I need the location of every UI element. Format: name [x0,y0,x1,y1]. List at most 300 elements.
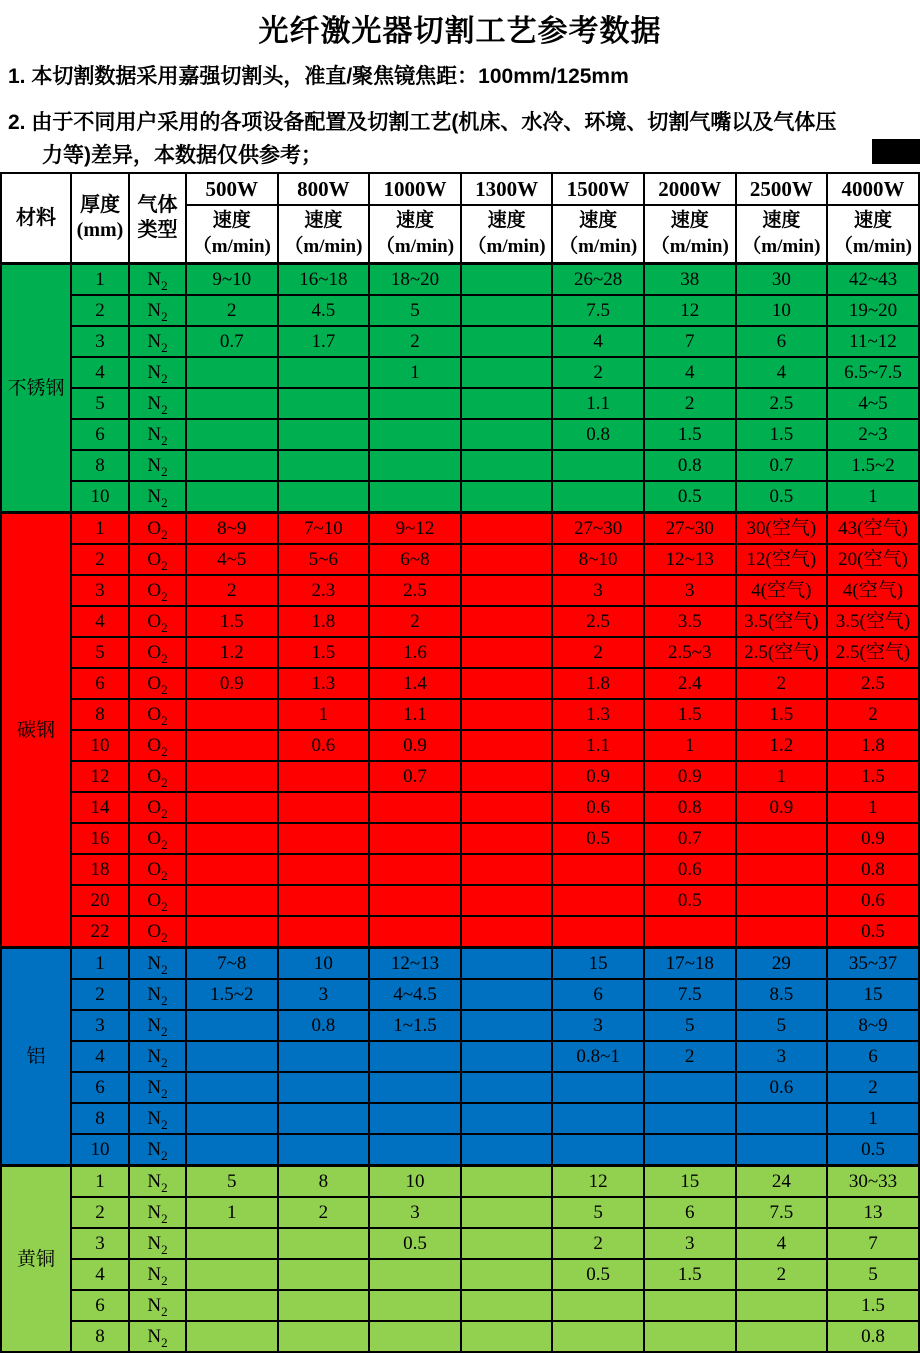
speed-cell: 1.8 [552,668,644,699]
speed-cell: 0.9 [552,761,644,792]
speed-cell: 1.5~2 [186,979,278,1010]
speed-cell: 5 [552,1197,644,1228]
speed-cell [186,357,278,388]
speed-cell: 1.2 [186,637,278,668]
gas-cell: $O_2$ [129,792,186,823]
speed-cell [278,792,370,823]
speed-cell: 0.8 [827,1321,919,1352]
speed-cell [369,1041,461,1072]
speed-cell [186,1290,278,1321]
speed-cell [186,730,278,761]
speed-cell: 1.5 [827,761,919,792]
table-row [1,1290,919,1321]
speed-cell: 0.7 [736,450,828,481]
speed-cell [186,1134,278,1166]
speed-cell: 1.8 [278,606,370,637]
speed-cell: 12 [552,1166,644,1198]
speed-cell [552,1290,644,1321]
speed-cell: 27~30 [552,513,644,545]
speed-cell: 1.5 [827,1290,919,1321]
speed-cell [278,388,370,419]
speed-cell: 15 [644,1166,736,1198]
thickness-cell: 3 [71,1228,129,1259]
speed-cell: 4(空气) [736,575,828,606]
speed-cell [461,730,553,761]
speed-cell: 2.5 [736,388,828,419]
speed-cell [186,450,278,481]
speed-cell [369,388,461,419]
speed-cell [552,885,644,916]
speed-cell: 7~10 [278,513,370,545]
speed-cell: 10 [278,948,370,980]
thickness-cell: 1 [71,948,129,980]
gas-cell: $O_2$ [129,575,186,606]
thickness-cell: 8 [71,699,129,730]
speed-cell: 43(空气) [827,513,919,545]
speed-cell [369,823,461,854]
speed-cell: 0.8~1 [552,1041,644,1072]
speed-cell: 4~4.5 [369,979,461,1010]
table-row [1,1103,919,1134]
speed-cell: 0.8 [552,419,644,450]
gas-cell: $O_2$ [129,854,186,885]
thickness-cell: 6 [71,668,129,699]
speed-cell: 0.9 [369,730,461,761]
gas-cell: $O_2$ [129,916,186,948]
speed-cell: 5 [827,1259,919,1290]
table-row [1,637,919,668]
gas-type-header [129,173,186,264]
speed-cell [461,295,553,326]
speed-cell: 0.5 [644,885,736,916]
speed-cell: 12(空气) [736,544,828,575]
speed-cell: 1~1.5 [369,1010,461,1041]
speed-cell: 42~43 [827,264,919,296]
speed-cell [461,1041,553,1072]
speed-cell [278,357,370,388]
thickness-cell: 8 [71,1103,129,1134]
speed-cell: 3 [278,979,370,1010]
black-redaction-box [872,139,920,164]
speed-cell: 0.6 [552,792,644,823]
gas-cell: $N_2$ [129,1072,186,1103]
speed-cell: 2 [186,575,278,606]
speed-cell [552,450,644,481]
speed-cell: 7.5 [736,1197,828,1228]
power-header: 2500W [736,173,828,205]
speed-cell: 5 [644,1010,736,1041]
speed-cell: 0.5 [827,916,919,948]
speed-cell: 1 [827,792,919,823]
thickness-cell: 16 [71,823,129,854]
speed-cell: 7~8 [186,948,278,980]
speed-cell [644,916,736,948]
speed-cell [736,854,828,885]
speed-cell [369,792,461,823]
speed-cell: 1.5 [186,606,278,637]
speed-cell [186,1041,278,1072]
speed-cell [461,481,553,513]
gas-cell: $O_2$ [129,668,186,699]
power-header: 4000W [827,173,919,205]
speed-unit-header: 速度 （m/min) [278,205,370,264]
speed-cell: 3.5 [644,606,736,637]
gas-cell: $N_2$ [129,1103,186,1134]
thickness-cell: 10 [71,481,129,513]
speed-cell: 30 [736,264,828,296]
speed-cell: 0.6 [644,854,736,885]
speed-cell [278,916,370,948]
gas-cell: $O_2$ [129,544,186,575]
speed-cell [369,854,461,885]
speed-cell [461,948,553,980]
speed-cell: 8~10 [552,544,644,575]
speed-cell: 12~13 [369,948,461,980]
speed-cell [278,481,370,513]
speed-cell: 0.6 [827,885,919,916]
speed-cell: 2 [369,606,461,637]
speed-cell [552,1103,644,1134]
speed-cell [461,1010,553,1041]
speed-cell [278,761,370,792]
table-row [1,948,919,980]
speed-cell: 6 [736,326,828,357]
gas-cell: $N_2$ [129,1259,186,1290]
speed-cell [461,916,553,948]
speed-cell: 1.1 [552,730,644,761]
speed-cell [552,1072,644,1103]
speed-cell [461,326,553,357]
speed-cell: 29 [736,948,828,980]
speed-cell [186,481,278,513]
speed-cell [278,823,370,854]
speed-cell [736,1134,828,1166]
speed-cell: 5 [369,295,461,326]
speed-cell: 4.5 [278,295,370,326]
speed-cell [644,1321,736,1352]
speed-cell [461,513,553,545]
speed-cell: 18~20 [369,264,461,296]
thickness-cell: 1 [71,1166,129,1198]
speed-cell: 20(空气) [827,544,919,575]
speed-cell [461,264,553,296]
gas-cell: $N_2$ [129,1321,186,1352]
table-row [1,699,919,730]
thickness-cell: 22 [71,916,129,948]
speed-cell: 4 [736,357,828,388]
speed-cell: 0.7 [644,823,736,854]
speed-cell: 0.9 [186,668,278,699]
thickness-cell: 10 [71,730,129,761]
speed-cell: 26~28 [552,264,644,296]
speed-cell: 1 [369,357,461,388]
speed-cell: 2 [278,1197,370,1228]
speed-cell: 4~5 [827,388,919,419]
speed-cell: 27~30 [644,513,736,545]
power-header: 1300W [461,173,553,205]
speed-cell: 7.5 [644,979,736,1010]
speed-cell [369,419,461,450]
speed-cell [369,450,461,481]
speed-cell [552,854,644,885]
speed-cell [186,854,278,885]
thickness-cell: 4 [71,357,129,388]
power-header: 500W [186,173,278,205]
speed-cell: 2 [552,1228,644,1259]
speed-unit-header: 速度 （m/min) [736,205,828,264]
speed-cell: 10 [369,1166,461,1198]
speed-cell [186,388,278,419]
speed-cell: 0.9 [736,792,828,823]
speed-cell [186,1010,278,1041]
material-cell: 黄铜 [1,1166,71,1353]
thickness-cell: 1 [71,513,129,545]
speed-cell [461,1134,553,1166]
speed-cell [186,1228,278,1259]
speed-cell: 2 [644,1041,736,1072]
speed-cell: 17~18 [644,948,736,980]
gas-cell: $N_2$ [129,1041,186,1072]
speed-cell: 3.5(空气) [736,606,828,637]
page-title: 光纤激光器切割工艺参考数据 [258,15,662,48]
gas-cell: $N_2$ [129,1290,186,1321]
speed-unit-header: 速度 （m/min) [369,205,461,264]
speed-cell: 2 [552,637,644,668]
thickness-cell: 5 [71,637,129,668]
speed-cell [461,450,553,481]
speed-cell [278,1290,370,1321]
thickness-cell: 1 [71,264,129,296]
speed-cell: 0.6 [278,730,370,761]
speed-cell [644,1290,736,1321]
speed-cell: 1 [736,761,828,792]
table-row [1,1321,919,1352]
speed-cell [369,1103,461,1134]
table-row [1,1010,919,1041]
speed-cell: 7.5 [552,295,644,326]
table-row [1,513,919,545]
speed-unit-header: 速度 （m/min) [186,205,278,264]
material-cell: 碳钢 [1,513,71,948]
speed-cell: 8 [278,1166,370,1198]
speed-cell: 4 [736,1228,828,1259]
speed-cell [552,481,644,513]
speed-cell [461,637,553,668]
thickness-cell: 2 [71,979,129,1010]
gas-cell: $O_2$ [129,761,186,792]
note-2-line-2: 力等)差异，本数据仅供参考； [42,144,322,167]
speed-cell: 3 [552,575,644,606]
speed-cell: 1.5 [644,699,736,730]
speed-cell: 8~9 [827,1010,919,1041]
thickness-cell: 8 [71,450,129,481]
speed-cell: 0.8 [644,792,736,823]
speed-cell: 2.3 [278,575,370,606]
speed-cell: 12 [644,295,736,326]
table-row [1,481,919,513]
speed-cell: 9~10 [186,264,278,296]
speed-cell [552,1134,644,1166]
speed-cell [186,792,278,823]
speed-cell [369,916,461,948]
speed-cell: 2.5~3 [644,637,736,668]
speed-cell: 2~3 [827,419,919,450]
table-row [1,1259,919,1290]
speed-cell [461,1197,553,1228]
speed-cell [644,1072,736,1103]
speed-cell [736,885,828,916]
speed-cell [461,388,553,419]
table-row [1,326,919,357]
speed-cell: 1 [827,1103,919,1134]
speed-cell: 0.7 [369,761,461,792]
speed-cell [461,792,553,823]
thickness-cell: 4 [71,1259,129,1290]
speed-cell [278,885,370,916]
thickness-cell: 6 [71,1072,129,1103]
speed-cell [278,1103,370,1134]
speed-cell: 5 [736,1010,828,1041]
speed-cell [369,1072,461,1103]
speed-cell [186,699,278,730]
speed-cell [461,606,553,637]
table-row [1,979,919,1010]
thickness-cell: 20 [71,885,129,916]
thickness-cell: 14 [71,792,129,823]
table-row [1,575,919,606]
speed-cell [369,1290,461,1321]
speed-cell: 12~13 [644,544,736,575]
speed-cell [461,1228,553,1259]
thickness-cell: 10 [71,1134,129,1166]
speed-cell: 7 [644,326,736,357]
speed-cell: 13 [827,1197,919,1228]
material-header: 材料 [1,173,71,264]
table-row [1,1166,919,1198]
table-row [1,388,919,419]
power-header: 1500W [552,173,644,205]
speed-cell: 4 [552,326,644,357]
gas-cell: $N_2$ [129,1197,186,1228]
gas-cell: $N_2$ [129,357,186,388]
speed-cell [461,1072,553,1103]
speed-cell: 16~18 [278,264,370,296]
speed-cell [461,1259,553,1290]
speed-cell: 35~37 [827,948,919,980]
table-row [1,823,919,854]
note-2-line-1: 2. 由于不同用户采用的各项设备配置及切割工艺(机床、水冷、环境、切割气嘴以及气体压 [8,111,837,134]
speed-cell: 2 [736,668,828,699]
speed-cell: 2.5 [369,575,461,606]
table-row [1,1041,919,1072]
speed-cell: 9~12 [369,513,461,545]
note-1: 1. 本切割数据采用嘉强切割头，准直/聚焦镜焦距：100mm/125mm [8,65,629,88]
speed-cell: 3 [369,1197,461,1228]
speed-cell: 15 [552,948,644,980]
speed-cell [736,823,828,854]
speed-cell [278,1072,370,1103]
speed-cell: 1.4 [369,668,461,699]
speed-cell [186,419,278,450]
speed-cell: 2 [736,1259,828,1290]
speed-cell: 8.5 [736,979,828,1010]
speed-cell: 4 [644,357,736,388]
thickness-cell: 12 [71,761,129,792]
speed-cell [461,823,553,854]
gas-cell: $N_2$ [129,450,186,481]
speed-cell: 6.5~7.5 [827,357,919,388]
power-header: 800W [278,173,370,205]
table-row [1,792,919,823]
thickness-cell: 4 [71,606,129,637]
gas-cell: $N_2$ [129,388,186,419]
speed-cell: 2 [369,326,461,357]
speed-unit-header: 速度 （m/min) [644,205,736,264]
speed-cell [278,1228,370,1259]
table-row [1,264,919,296]
speed-cell: 1.5 [644,1259,736,1290]
speed-unit-header: 速度 （m/min) [461,205,553,264]
speed-cell: 0.7 [186,326,278,357]
speed-cell [461,885,553,916]
table-body [1,264,919,1353]
speed-cell [186,1072,278,1103]
speed-cell [278,419,370,450]
thickness-cell: 2 [71,1197,129,1228]
table-row [1,544,919,575]
speed-cell: 1.3 [278,668,370,699]
speed-cell [369,1259,461,1290]
speed-cell [461,1103,553,1134]
speed-cell: 0.8 [644,450,736,481]
speed-cell: 1.1 [552,388,644,419]
speed-cell: 3 [736,1041,828,1072]
speed-cell [644,1134,736,1166]
gas-cell: $N_2$ [129,1010,186,1041]
gas-cell: $N_2$ [129,419,186,450]
gas-cell: $N_2$ [129,295,186,326]
gas-cell: $N_2$ [129,1228,186,1259]
speed-cell: 6 [827,1041,919,1072]
speed-cell [278,1321,370,1352]
gas-cell: $O_2$ [129,885,186,916]
speed-cell: 0.5 [369,1228,461,1259]
speed-cell [369,1134,461,1166]
table-row [1,606,919,637]
table-row [1,1134,919,1166]
speed-cell [461,854,553,885]
speed-cell: 0.5 [552,1259,644,1290]
speed-cell: 3 [644,1228,736,1259]
speed-cell [552,1321,644,1352]
speed-cell [186,1321,278,1352]
speed-cell: 2.5(空气) [827,637,919,668]
speed-cell [278,1134,370,1166]
speed-cell [461,1166,553,1198]
speed-cell: 0.8 [827,854,919,885]
thickness-cell: 3 [71,1010,129,1041]
speed-cell: 38 [644,264,736,296]
gas-cell: $O_2$ [129,730,186,761]
speed-cell: 11~12 [827,326,919,357]
speed-cell: 0.6 [736,1072,828,1103]
header-row-power [1,173,919,205]
thickness-cell: 4 [71,1041,129,1072]
speed-cell [461,761,553,792]
speed-cell [461,668,553,699]
speed-cell: 30~33 [827,1166,919,1198]
speed-cell [461,979,553,1010]
